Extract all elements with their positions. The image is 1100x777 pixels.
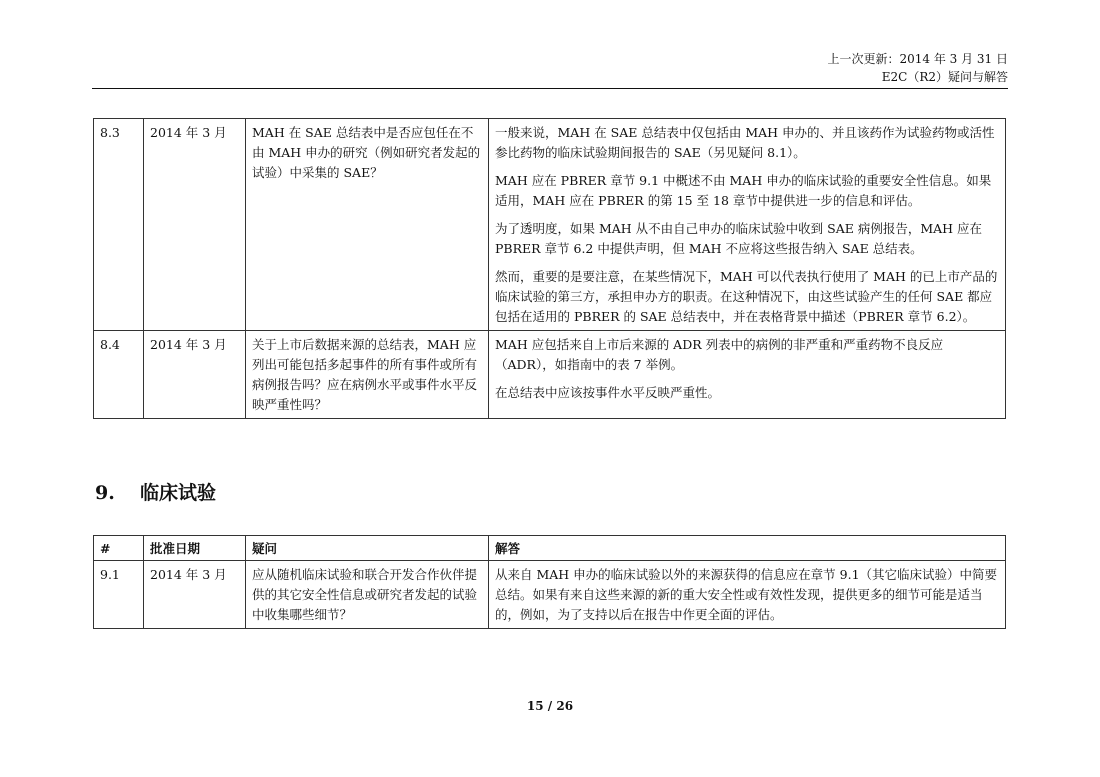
answer-cell bbox=[489, 561, 1006, 629]
qa-table-section-9 bbox=[93, 535, 1006, 629]
table-row bbox=[94, 331, 1006, 419]
answer-paragraph: 一般来说，MAH 在 SAE 总结表中仅包括由 MAH 申办的、并且该药作为试验药物或活性参比药物的临床试验期间报告的 SAE（另见疑问 8.1）。 bbox=[495, 125, 995, 160]
page-header bbox=[827, 50, 1008, 86]
column-header-answer: 解答 bbox=[489, 536, 1006, 561]
qa-table-section-8 bbox=[93, 118, 1006, 419]
answer-cell bbox=[489, 119, 1006, 331]
table-header-row bbox=[94, 536, 1006, 561]
section-heading bbox=[95, 480, 216, 506]
approval-date: 2014 年 3 月 bbox=[144, 119, 246, 331]
answer-paragraph: MAH 应包括来自上市后来源的 ADR 列表中的病例的非严重和严重药物不良反应（ADR），如指南中的表 7 举例。 bbox=[495, 337, 944, 372]
column-header-date: 批准日期 bbox=[144, 536, 246, 561]
section-title-text: 临床试验 bbox=[140, 482, 217, 504]
table-row bbox=[94, 561, 1006, 629]
table-row bbox=[94, 119, 1006, 331]
page-number: 15 / 26 bbox=[526, 699, 574, 713]
answer-paragraph: 在总结表中应该按事件水平反映严重性。 bbox=[495, 385, 721, 400]
question-text: 应从随机临床试验和联合开发合作伙伴提供的其它安全性信息或研究者发起的试验中收集哪些细节？ bbox=[246, 561, 489, 629]
approval-date: 2014 年 3 月 bbox=[144, 331, 246, 419]
section-number: 9. bbox=[95, 482, 115, 504]
column-header-question: 疑问 bbox=[246, 536, 489, 561]
header-divider bbox=[92, 88, 1008, 89]
row-number: 8.4 bbox=[94, 331, 144, 419]
question-text: 关于上市后数据来源的总结表，MAH 应列出可能包括多起事件的所有事件或所有病例报告吗？应在病例水平或事件水平反映严重性吗？ bbox=[246, 331, 489, 419]
question-text: MAH 在 SAE 总结表中是否应包任在不由 MAH 申办的研究（例如研究者发起的试验）中采集的 SAE？ bbox=[246, 119, 489, 331]
document-title: E2C（R2）疑问与解答 bbox=[881, 70, 1008, 84]
column-header-number: # bbox=[94, 536, 144, 561]
row-number: 8.3 bbox=[94, 119, 144, 331]
answer-paragraph: MAH 应在 PBRER 章节 9.1 中概述不由 MAH 申办的临床试验的重要安全性信息。如果适用，MAH 应在 PBRER 的第 15 至 18 章节中提供进一步的信息和评估。 bbox=[495, 173, 992, 208]
answer-cell bbox=[489, 331, 1006, 419]
last-updated: 上一次更新：2014 年 3 月 31 日 bbox=[827, 52, 1008, 66]
row-number: 9.1 bbox=[94, 561, 144, 629]
answer-paragraph: 为了透明度，如果 MAH 从不由自己申办的临床试验中收到 SAE 病例报告，MAH 应在 PBRER 章节 6.2 中提供声明，但 MAH 不应将这些报告纳入 SAE 总结表。 bbox=[495, 221, 983, 256]
answer-paragraph: 然而，重要的是要注意，在某些情况下，MAH 可以代表执行使用了 MAH 的已上市产品的临床试验的第三方，承担申办方的职责。在这种情况下，由这些试验产生的任何 SAE 都应包括在适用的 PBRER 的 SAE 总结表中，并在表格背景中描述（PBRER 章节 6.2）。 bbox=[495, 269, 998, 324]
answer-paragraph: 从来自 MAH 申办的临床试验以外的来源获得的信息应在章节 9.1（其它临床试验）中简要总结。如果有来自这些来源的新的重大安全性或有效性发现，提供更多的细节可能是适当的，例如，为了支持以后在报告中作更全面的评估。 bbox=[495, 567, 998, 622]
approval-date: 2014 年 3 月 bbox=[144, 561, 246, 629]
